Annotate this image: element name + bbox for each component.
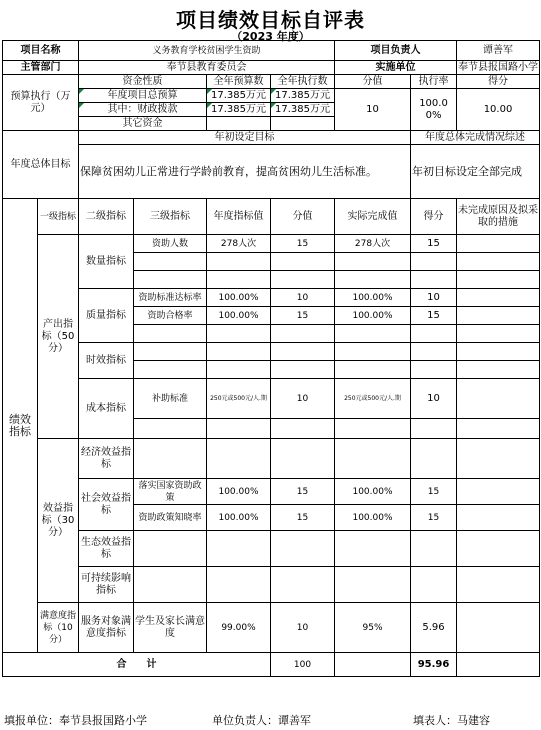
row-ql1-actual: 100.00%	[335, 289, 411, 307]
row-s1-actual: 100.00%	[335, 479, 411, 505]
row-c1-reason	[457, 379, 540, 419]
satisfaction-label: 满意度指标（10分）	[38, 603, 79, 653]
budget-col-score: 分值	[335, 75, 411, 89]
budget-col-year-exec: 全年执行数	[271, 75, 335, 89]
goal-label: 年度总体目标	[3, 131, 79, 199]
budget-row-other: 其它资金	[79, 117, 207, 131]
row-ql2-reason	[457, 307, 540, 325]
perf-col-reason: 未完成原因及拟采取的措施	[457, 199, 540, 235]
row-c1-actual: 250元或500元/人.期	[335, 379, 411, 419]
social-indicator: 社会效益指标	[79, 479, 134, 531]
row-c1-score: 10	[271, 379, 335, 419]
row-ql1-reason	[457, 289, 540, 307]
benefit-label: 效益指标（30分）	[38, 439, 79, 603]
dept-value: 奉节县教育委员会	[79, 61, 335, 75]
row-q1-result: 15	[411, 235, 457, 253]
row-ql2-actual: 100.00%	[335, 307, 411, 325]
row-s1-score: 15	[271, 479, 335, 505]
row-ql1-result: 10	[411, 289, 457, 307]
row-ql2-target: 100.00%	[207, 307, 271, 325]
goal-done-text: 年初目标设定全部完成	[411, 145, 540, 199]
budget-label: 预算执行（万元）	[3, 75, 79, 131]
exec-other-value	[271, 117, 335, 131]
row-s1-target: 100.00%	[207, 479, 271, 505]
exec-total-value: 17.385万元	[271, 89, 335, 103]
row-ql2-result: 15	[411, 307, 457, 325]
exec-fiscal-value: 17.385万元	[271, 103, 335, 117]
row-s2-result: 15	[411, 505, 457, 531]
perf-col-result: 得分	[411, 199, 457, 235]
row-ql1-target: 100.00%	[207, 289, 271, 307]
perf-col-actual: 实际完成值	[335, 199, 411, 235]
total-actual	[335, 653, 411, 677]
row-s2-score: 15	[271, 505, 335, 531]
budget-col-year-budget: 全年预算数	[207, 75, 271, 89]
row-sat1-result: 5.96	[411, 603, 457, 653]
row-q1-score: 15	[271, 235, 335, 253]
budget-col-result: 得分	[457, 75, 540, 89]
sustainable-indicator: 可持续影响指标	[79, 567, 134, 603]
row-sat1-actual: 95%	[335, 603, 411, 653]
budget-score-value: 10	[335, 89, 411, 131]
total-result: 95.96	[411, 653, 457, 677]
cost-indicator: 成本指标	[79, 379, 134, 439]
footer-fill-unit: 填报单位：奉节县报国路小学	[4, 714, 147, 727]
row-sat1-target: 99.00%	[207, 603, 271, 653]
budget-result-value: 10.00	[457, 89, 540, 131]
perf-col-lvl2: 二级指标	[79, 199, 134, 235]
timeliness-indicator: 时效指标	[79, 343, 134, 379]
goal-done-header: 年度总体完成情况综述	[411, 131, 540, 145]
row-s2-name: 资助政策知晓率	[134, 505, 207, 531]
budget-col-rate: 执行率	[411, 75, 457, 89]
form-year: （2023 年度）	[231, 30, 310, 43]
row-c1-name: 补助标准	[134, 379, 207, 419]
row-sat1-score: 10	[271, 603, 335, 653]
row-s2-target: 100.00%	[207, 505, 271, 531]
row-q1-target: 278人次	[207, 235, 271, 253]
row-s1-reason	[457, 479, 540, 505]
row-sat1-reason	[457, 603, 540, 653]
budget-row-fiscal: 其中：财政拨款	[79, 103, 207, 117]
perf-label: 绩效指标	[3, 199, 38, 653]
form-title: 项目绩效目标自评表	[176, 8, 365, 32]
row-s2-actual: 100.00%	[335, 505, 411, 531]
perf-col-lvl1: 一级指标	[38, 199, 79, 235]
row-s1-result: 15	[411, 479, 457, 505]
perf-col-lvl3: 三级指标	[134, 199, 207, 235]
row-ql2-name: 资助合格率	[134, 307, 207, 325]
perf-col-target: 年度指标值	[207, 199, 271, 235]
goal-set-header: 年初设定目标	[79, 131, 411, 145]
leader-label: 项目负责人	[335, 41, 457, 61]
project-name-label: 项目名称	[3, 41, 79, 61]
budget-other-value	[207, 117, 271, 131]
row-ql1-name: 资助标准达标率	[134, 289, 207, 307]
perf-col-score: 分值	[271, 199, 335, 235]
quality-indicator: 质量指标	[79, 289, 134, 343]
dept-label: 主管部门	[3, 61, 79, 75]
row-s1-name: 落实国家资助政策	[134, 479, 207, 505]
footer-filler: 填表人：马建容	[413, 714, 490, 727]
footer-unit-head: 单位负责人：谭善军	[212, 714, 311, 727]
row-c1-result: 10	[411, 379, 457, 419]
row-sat1-name: 学生及家长满意度	[134, 603, 207, 653]
quantity-indicator: 数量指标	[79, 235, 134, 289]
impl-label: 实施单位	[335, 61, 457, 75]
total-reason	[457, 653, 540, 677]
ecological-indicator: 生态效益指标	[79, 531, 134, 567]
budget-col-nature: 资金性质	[79, 75, 207, 89]
total-score: 100	[271, 653, 335, 677]
leader-value: 谭善军	[457, 41, 540, 61]
goal-set-text: 保障贫困幼儿正常进行学龄前教育，提高贫困幼儿生活标准。	[79, 145, 411, 199]
budget-fiscal-value: 17.385万元	[207, 103, 271, 117]
evaluation-table	[2, 40, 540, 677]
row-q1-reason	[457, 235, 540, 253]
project-name-value: 义务教育学校贫困学生资助	[79, 41, 335, 61]
economic-indicator: 经济效益指标	[79, 439, 134, 479]
impl-value: 奉节县报国路小学	[458, 61, 539, 73]
output-label: 产出指标（50分）	[38, 235, 79, 439]
budget-rate-value: 100.00%	[411, 89, 457, 131]
row-c1-target: 250元或500元/人.期	[207, 379, 271, 419]
budget-row-total: 年度项目总预算	[79, 89, 207, 103]
budget-total-value: 17.385万元	[207, 89, 271, 103]
row-ql2-score: 15	[271, 307, 335, 325]
row-q1-name: 资助人数	[134, 235, 207, 253]
total-label: 合 计	[3, 653, 271, 677]
satisfaction-indicator: 服务对象满意度指标	[79, 603, 134, 653]
row-ql1-score: 10	[271, 289, 335, 307]
row-q1-actual: 278人次	[335, 235, 411, 253]
row-s2-reason	[457, 505, 540, 531]
